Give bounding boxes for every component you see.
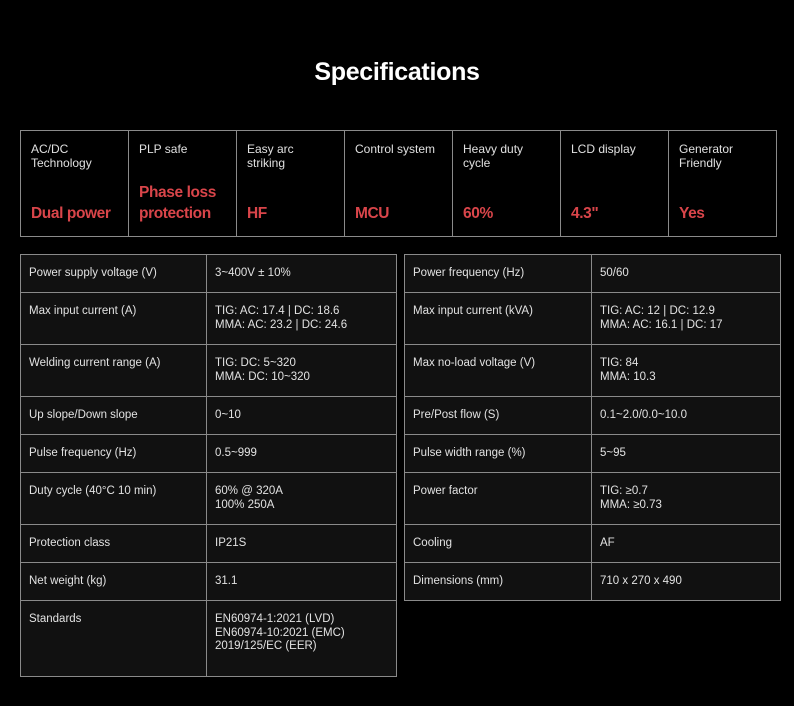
spec-row bbox=[21, 525, 397, 563]
spec-key: Welding current range (A) bbox=[21, 345, 207, 397]
spec-key: Up slope/Down slope bbox=[21, 397, 207, 435]
spec-key: Cooling bbox=[405, 525, 592, 563]
spec-row bbox=[405, 435, 781, 473]
feature-cell bbox=[236, 130, 345, 237]
spec-value: TIG: ≥0.7 MMA: ≥0.73 bbox=[592, 473, 781, 525]
feature-label: Control system bbox=[355, 142, 436, 156]
spec-row bbox=[405, 255, 781, 293]
feature-cell bbox=[560, 130, 669, 237]
spec-value: TIG: AC: 12 | DC: 12.9 MMA: AC: 16.1 | DC: 17 bbox=[592, 293, 781, 345]
feature-value: HF bbox=[247, 205, 267, 222]
feature-value: Yes bbox=[679, 205, 705, 222]
feature-cell bbox=[452, 130, 561, 237]
spec-value: IP21S bbox=[207, 525, 397, 563]
spec-row bbox=[405, 473, 781, 525]
spec-key: Power supply voltage (V) bbox=[21, 255, 207, 293]
spec-value: 0~10 bbox=[207, 397, 397, 435]
spec-table-right bbox=[404, 254, 781, 601]
spec-value: 5~95 bbox=[592, 435, 781, 473]
spec-key: Protection class bbox=[21, 525, 207, 563]
spec-value: AF bbox=[592, 525, 781, 563]
spec-key: Net weight (kg) bbox=[21, 563, 207, 601]
feature-label: LCD display bbox=[571, 142, 636, 156]
spec-value: TIG: 84 MMA: 10.3 bbox=[592, 345, 781, 397]
spec-value: TIG: DC: 5~320 MMA: DC: 10~320 bbox=[207, 345, 397, 397]
feature-label: Easy arc striking bbox=[247, 142, 294, 170]
spec-key: Max no-load voltage (V) bbox=[405, 345, 592, 397]
spec-table-left bbox=[20, 254, 397, 677]
feature-label: Heavy duty cycle bbox=[463, 142, 524, 170]
spec-value: 31.1 bbox=[207, 563, 397, 601]
spec-key: Power frequency (Hz) bbox=[405, 255, 592, 293]
spec-row bbox=[405, 563, 781, 601]
spec-value: 60% @ 320A 100% 250A bbox=[207, 473, 397, 525]
feature-label: AC/DC Technology bbox=[31, 142, 92, 170]
feature-strip bbox=[20, 130, 780, 237]
spec-key: Pre/Post flow (S) bbox=[405, 397, 592, 435]
spec-row bbox=[405, 293, 781, 345]
feature-value: MCU bbox=[355, 205, 390, 222]
feature-value: 60% bbox=[463, 205, 493, 222]
spec-key: Power factor bbox=[405, 473, 592, 525]
feature-value: Dual power bbox=[31, 205, 111, 222]
spec-key: Max input current (kVA) bbox=[405, 293, 592, 345]
spec-key: Pulse width range (%) bbox=[405, 435, 592, 473]
spec-key: Dimensions (mm) bbox=[405, 563, 592, 601]
spec-value: EN60974-1:2021 (LVD) EN60974-10:2021 (EMC) 2019/125/EC (EER) bbox=[207, 601, 397, 677]
spec-row bbox=[405, 525, 781, 563]
spec-row bbox=[21, 345, 397, 397]
feature-cell bbox=[668, 130, 777, 237]
spec-value: 0.5~999 bbox=[207, 435, 397, 473]
feature-label: PLP safe bbox=[139, 142, 188, 156]
spec-row bbox=[405, 397, 781, 435]
spec-key: Standards bbox=[21, 601, 207, 677]
spec-row bbox=[21, 255, 397, 293]
feature-label: Generator Friendly bbox=[679, 142, 734, 170]
spec-key: Pulse frequency (Hz) bbox=[21, 435, 207, 473]
feature-cell bbox=[344, 130, 453, 237]
spec-value: 710 x 270 x 490 bbox=[592, 563, 781, 601]
spec-row bbox=[405, 345, 781, 397]
feature-value: 4.3" bbox=[571, 205, 599, 222]
spec-value: 0.1~2.0/0.0~10.0 bbox=[592, 397, 781, 435]
spec-row bbox=[21, 435, 397, 473]
feature-cell bbox=[128, 130, 237, 237]
spec-key: Duty cycle (40°C 10 min) bbox=[21, 473, 207, 525]
spec-row bbox=[21, 397, 397, 435]
page-title: Specifications bbox=[314, 58, 480, 86]
spec-row bbox=[21, 563, 397, 601]
spec-row bbox=[21, 293, 397, 345]
feature-cell bbox=[20, 130, 129, 237]
spec-key: Max input current (A) bbox=[21, 293, 207, 345]
spec-row bbox=[21, 473, 397, 525]
spec-value: 50/60 bbox=[592, 255, 781, 293]
spec-value: TIG: AC: 17.4 | DC: 18.6 MMA: AC: 23.2 | DC: 24.6 bbox=[207, 293, 397, 345]
feature-value: Phase loss protection bbox=[139, 184, 216, 222]
spec-row bbox=[21, 601, 397, 677]
spec-value: 3~400V ± 10% bbox=[207, 255, 397, 293]
